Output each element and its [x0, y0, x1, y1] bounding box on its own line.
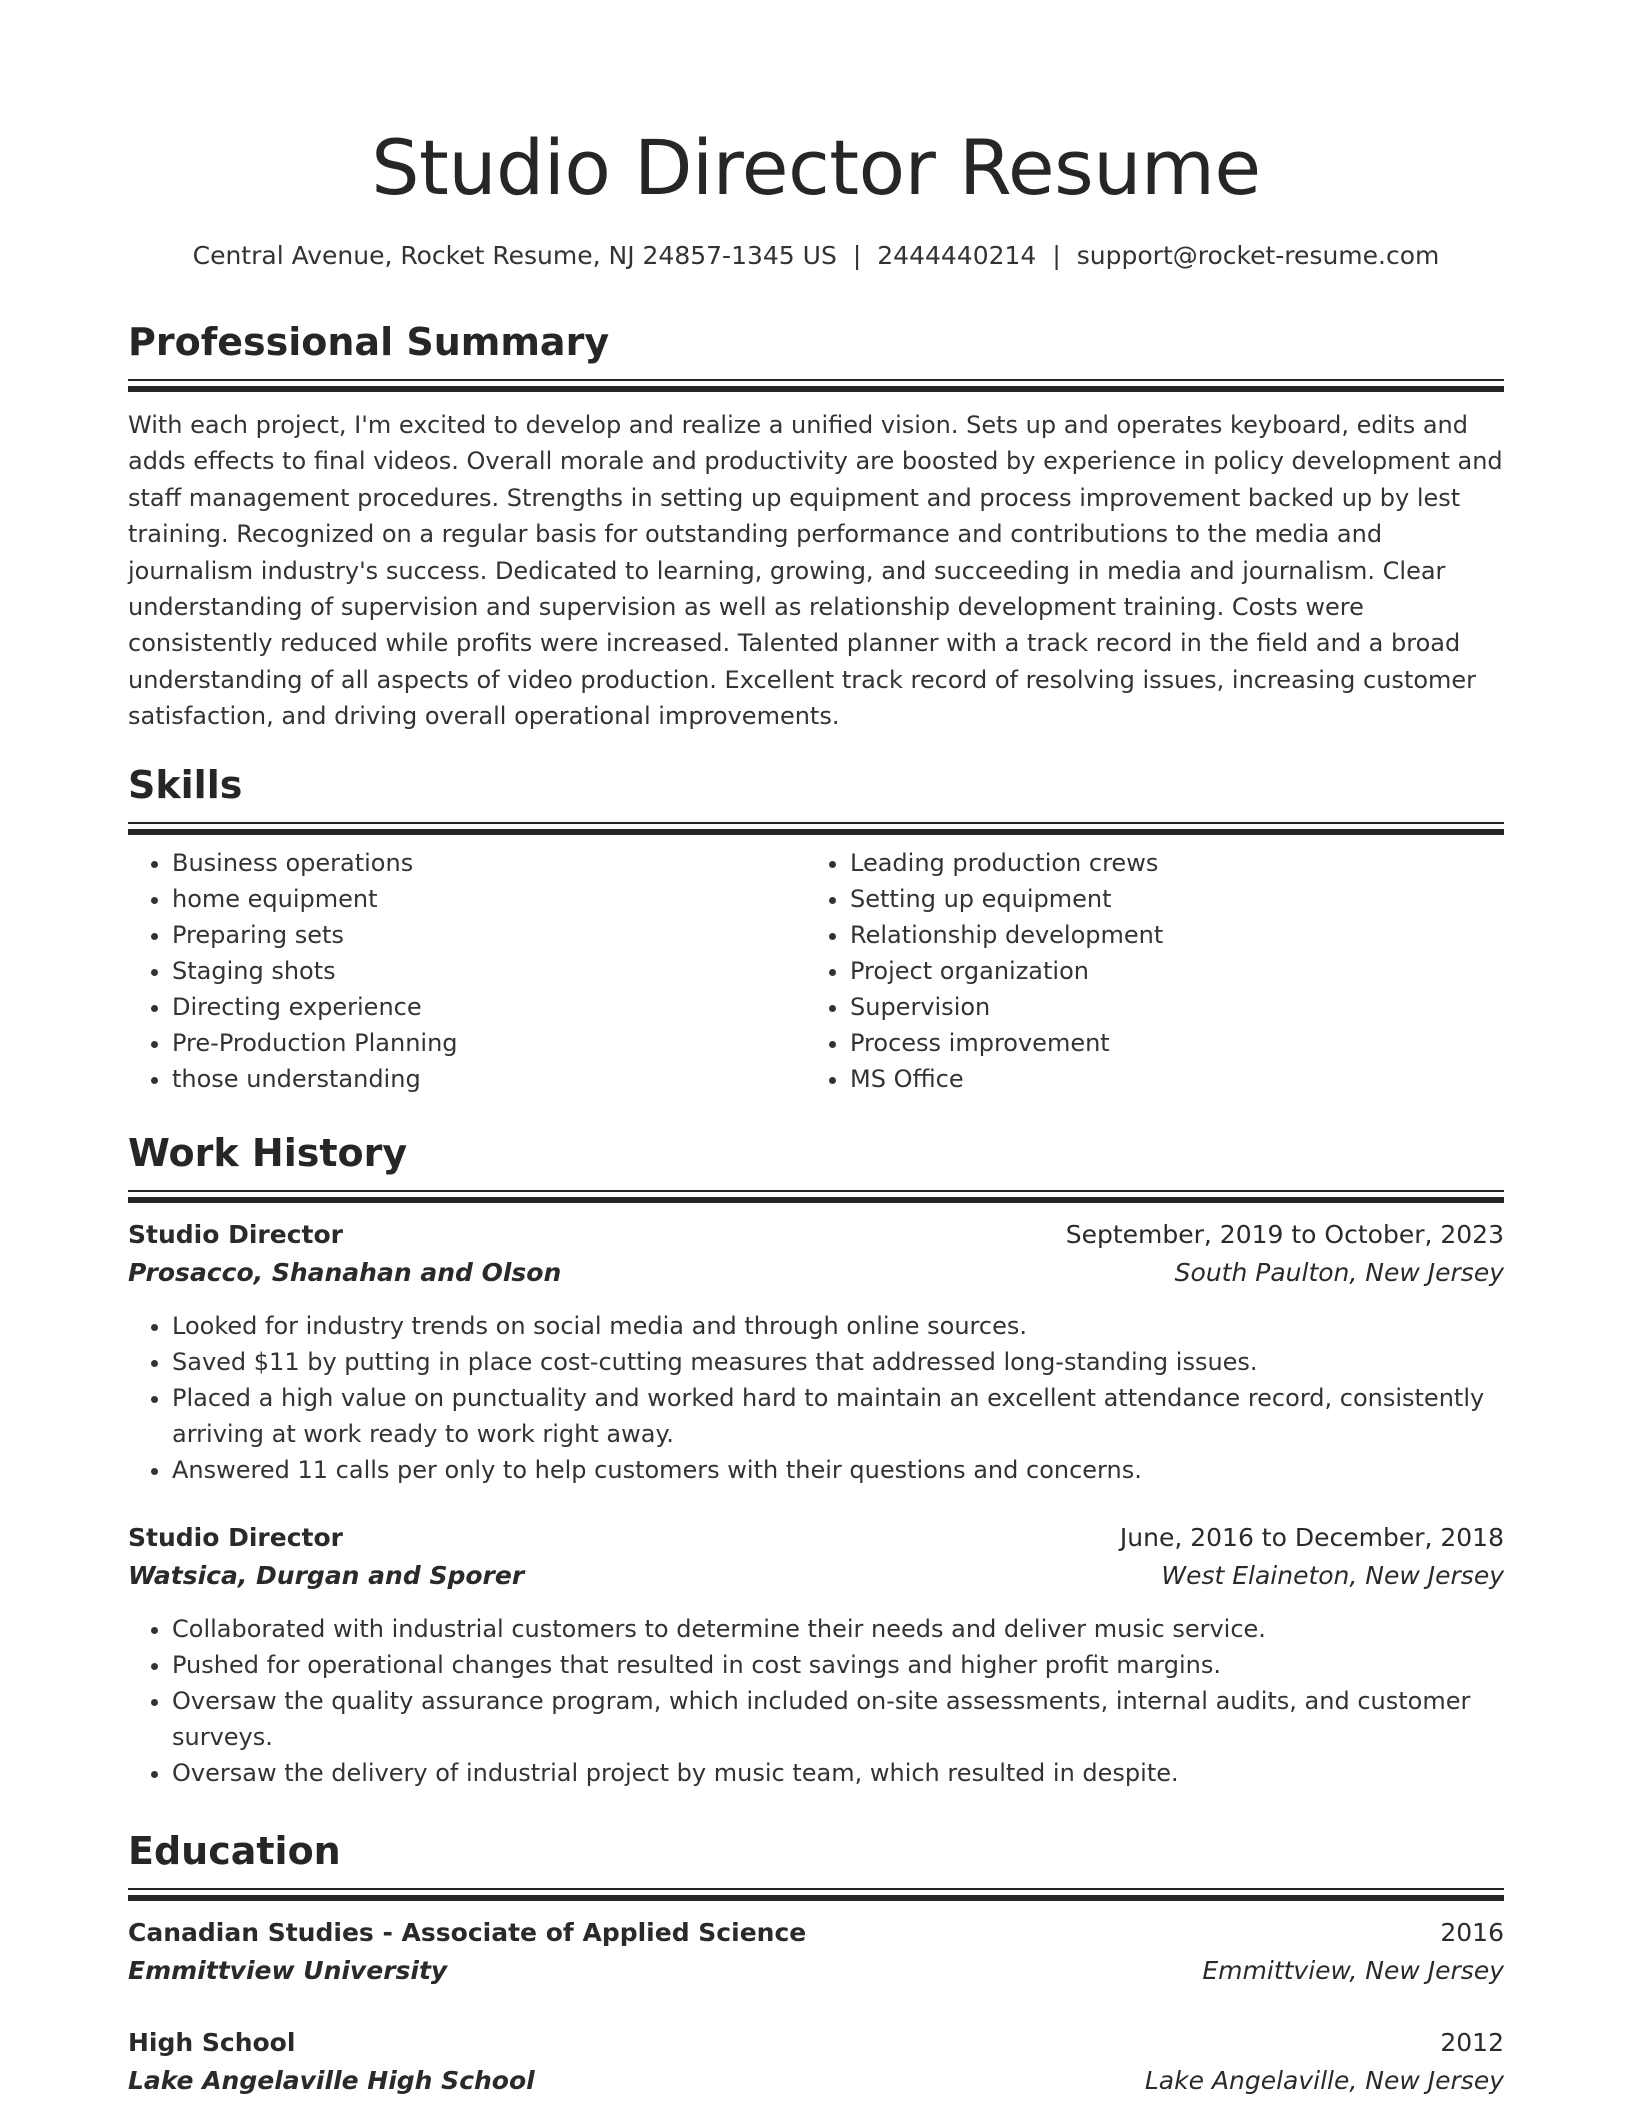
job-company: Watsica, Durgan and Sporer [128, 1561, 525, 1590]
job-company: Prosacco, Shanahan and Olson [128, 1258, 562, 1287]
job-entry [128, 1216, 1504, 1488]
job-bullet: • Oversaw the quality assurance program, which included on-site assessments, internal audits, and customer surveys. [172, 1683, 1504, 1755]
job-bullet: • Oversaw the delivery of industrial project by music team, which resulted in despite. [172, 1755, 1504, 1791]
work-history-section [128, 1128, 1504, 1791]
job-title-row [128, 1216, 1504, 1254]
skill-item: • Staging shots [172, 953, 806, 989]
skills-column-right [806, 845, 1484, 1097]
education-degree: Canadian Studies - Associate of Applied Science [128, 1918, 807, 1947]
skills-column-left [128, 845, 806, 1097]
resume-title: Studio Director Resume [371, 123, 1261, 212]
education-location: Lake Angelaville, New Jersey [1144, 2066, 1504, 2095]
education-degree: High School [128, 2028, 296, 2057]
skills-heading: Skills [128, 763, 243, 807]
job-bullet: • Looked for industry trends on social media and through online sources. [172, 1308, 1504, 1344]
education-year: 2016 [1440, 1918, 1504, 1947]
skill-item: • Preparing sets [172, 917, 806, 953]
skill-item: • home equipment [172, 881, 806, 917]
job-dates: September, 2019 to October, 2023 [1065, 1220, 1504, 1249]
contact-address: Central Avenue, Rocket Resume, NJ 24857-1345 US [192, 241, 837, 270]
skill-item: • Supervision [850, 989, 1484, 1025]
job-location: West Elaineton, New Jersey [1161, 1561, 1504, 1590]
summary-text: With each project, I'm excited to develop and realize a unified vision. Sets up and operates keyboard, edits and adds effects to final videos. Overall morale and productivity are boosted by experience in policy development and staff management procedures. Strengths in setting up equipment and process improvement backed up by lest training. Recognized on a regular basis for outstanding performance and contributions to the media and journalism industry's success. Dedicated to learning, growing, and succeeding in media and journalism. Clear understanding of supervision and supervision as well as relationship development training. Costs were consistently reduced while profits were increased. Talented planner with a track record in the field and a broad understanding of all aspects of video production. Excellent track record of resolving issues, increasing customer satisfaction, and driving overall operational improvements. [128, 411, 1503, 731]
education-degree-row [128, 1914, 1504, 1952]
section-divider [128, 822, 1504, 836]
section-divider [128, 1888, 1504, 1902]
education-degree-row [128, 2024, 1504, 2062]
education-entry [128, 1914, 1504, 1990]
job-bullet: • Placed a high value on punctuality and worked hard to maintain an excellent attendance record, consistently arriving at work ready to work right away. [172, 1380, 1504, 1452]
job-title: Studio Director [128, 1220, 343, 1249]
education-entry [128, 2024, 1504, 2100]
job-company-row [128, 1254, 1504, 1292]
job-bullet: • Answered 11 calls per only to help customers with their questions and concerns. [172, 1452, 1504, 1488]
skill-item: • Pre-Production Planning [172, 1025, 806, 1061]
education-school: Lake Angelaville High School [128, 2066, 535, 2095]
job-location: South Paulton, New Jersey [1174, 1258, 1504, 1287]
skill-item: • MS Office [850, 1061, 1484, 1097]
contact-email: support@rocket-resume.com [1076, 241, 1440, 270]
skills-grid [128, 845, 1504, 1097]
education-year: 2012 [1440, 2028, 1504, 2057]
education-school-row [128, 2062, 1504, 2100]
skill-item: • Business operations [172, 845, 806, 881]
education-location: Emmittview, New Jersey [1202, 1956, 1504, 1985]
job-bullet: • Pushed for operational changes that resulted in cost savings and higher profit margins. [172, 1647, 1504, 1683]
contact-phone: 2444440214 [877, 241, 1037, 270]
skill-item: • Relationship development [850, 917, 1484, 953]
skills-list-right [806, 845, 1484, 1097]
education-school-row [128, 1952, 1504, 1990]
summary-section [128, 317, 1504, 735]
contact-separator: | [1052, 241, 1061, 270]
skills-list-left [128, 845, 806, 1097]
contact-line [128, 238, 1504, 274]
job-company-row [128, 1557, 1504, 1595]
skill-item: • Leading production crews [850, 845, 1484, 881]
job-title-row [128, 1519, 1504, 1557]
skill-item: • those understanding [172, 1061, 806, 1097]
section-divider [128, 379, 1504, 393]
job-bullet: • Collaborated with industrial customers to determine their needs and deliver music service. [172, 1611, 1504, 1647]
job-bullets [128, 1308, 1504, 1488]
education-heading: Education [128, 1829, 341, 1873]
work-history-heading: Work History [128, 1131, 408, 1175]
education-school: Emmittview University [128, 1956, 448, 1985]
section-divider [128, 1190, 1504, 1204]
contact-separator: | [852, 241, 862, 270]
skill-item: • Project organization [850, 953, 1484, 989]
job-dates: June, 2016 to December, 2018 [1119, 1523, 1504, 1552]
skill-item: • Process improvement [850, 1025, 1484, 1061]
job-entry [128, 1519, 1504, 1791]
skills-section [128, 760, 1504, 1097]
summary-heading: Professional Summary [128, 320, 610, 364]
job-bullets [128, 1611, 1504, 1791]
job-title: Studio Director [128, 1523, 343, 1552]
skill-item: • Directing experience [172, 989, 806, 1025]
job-bullet: • Saved $11 by putting in place cost-cutting measures that addressed long-standing issues. [172, 1344, 1504, 1380]
skill-item: • Setting up equipment [850, 881, 1484, 917]
education-section [128, 1826, 1504, 2100]
